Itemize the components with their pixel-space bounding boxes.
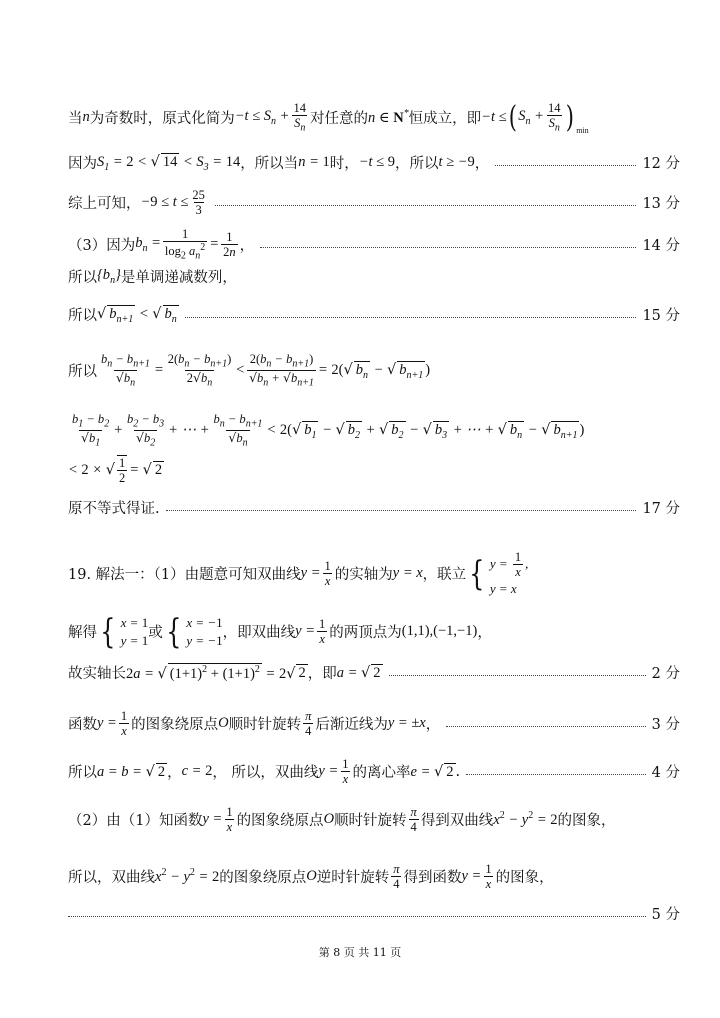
min-subscript: min <box>576 126 589 135</box>
text: 故实轴长 <box>68 666 126 682</box>
dot-leader <box>215 205 637 206</box>
score-label: 2 分 <box>651 666 680 682</box>
line-sqrt-compare: 所以 √ $b_{n+1}$ < √ $b_n$ 15 分 <box>68 305 680 325</box>
dot-leader <box>260 247 636 248</box>
text: ，即 <box>307 666 337 682</box>
text: 原不等式得证. <box>68 501 160 517</box>
text: 所以 <box>68 270 97 286</box>
line-q19: 19. 解法一：（1）由题意可知双曲线 y = $\frac{1}{x}$ 的实轴为 y = x ，联立 { y = $\frac{1}{x}$ , y = x <box>68 550 529 596</box>
line-axis-length: 故实轴长 2a = √ $(1+1)^2 + (1+1)^2 = 2√$ 2 ，即 a = √ 2 2 分 <box>68 663 680 682</box>
text: 顺时针旋转 <box>334 813 407 830</box>
line-summary: 综上可知， −9 ≤ t ≤ $\frac{25}{3}$ 13 分 <box>68 188 680 218</box>
text: 得到函数 <box>403 870 462 887</box>
dot-leader <box>389 675 646 676</box>
score-label: 15 分 <box>642 308 680 324</box>
text: （3）因为 <box>68 238 136 255</box>
text: 恒成立，即 <box>408 111 482 127</box>
text: 顺时针旋转 <box>228 717 302 734</box>
line-part2: （2）由（1）知函数 y = $\frac{1}{x}$ 的图象绕原点 O 顺时针旋转 $\frac{\pi}{4}$ 得到双曲线 $x^2 - y^2 = 2$ 的图象， <box>68 805 616 835</box>
line-proved <box>68 497 680 518</box>
text: ，即双曲线 <box>222 625 296 642</box>
line-because-s1: 因为 $S_1 = 2$ < √ $14 < S_3 = 14$ ，所以当 n = 1 时， −t ≤ 9 ，所以 t ≥ −9 ， 12 分 <box>68 153 680 173</box>
text: ， <box>425 717 441 734</box>
line-eccentricity: 所以 a = b = √ 2 ， c = 2 ， 所以，双曲线 y = $\frac{1}{x}$ 的离心率 e = √ 2 . 4 分 <box>68 757 680 787</box>
text: 后渐近线为 <box>315 717 388 734</box>
text: 时， <box>329 156 359 172</box>
score-label: 4 分 <box>651 765 680 782</box>
line-bound: < 2 × √ $\frac{1}{2}$ = √ 2 <box>68 456 163 486</box>
text: 或 <box>148 625 163 642</box>
text: 综上可知， <box>68 196 141 213</box>
line-odd-n: 当 n 为奇数时，原式化简为 $-t \le S_n$ + $\frac{14}{S_n}$ 对任意的 n ∈ N* 恒成立，即 −t ≤ ( $S_n$ + $\frac{14}{S_n}$ ) $_{min}$ <box>68 100 589 135</box>
text: 所以 <box>68 364 97 380</box>
dot-leader <box>68 916 646 917</box>
line-reverse: 所以，双曲线 $x^2 - y^2 = 2$ 的图象绕原点 O 逆时针旋转 $\frac{\pi}{4}$ 得到函数 y = $\frac{1}{x}$ 的图象， <box>68 862 554 892</box>
dot-leader <box>466 774 646 775</box>
text: ，所以当 <box>240 156 299 172</box>
dot-leader <box>185 317 637 318</box>
dot-leader <box>446 726 645 727</box>
text: ， 所以，双曲线 <box>212 765 319 782</box>
text: （2）由（1）知函数 <box>68 813 203 830</box>
line-rotate: 函数 y = $\frac{1}{x}$ 的图象绕原点 O 顺时针旋转 $\frac{\pi}{4}$ 后渐近线为 y = ±x ， 3 分 <box>68 709 680 739</box>
text: . <box>455 763 461 780</box>
text: 所以 <box>68 308 97 324</box>
score-label: 5 分 <box>651 907 680 923</box>
line-score-5 <box>68 903 680 924</box>
text: ，联立 <box>422 567 467 584</box>
score-label: 13 分 <box>642 196 680 213</box>
score-label: 3 分 <box>651 717 680 734</box>
text: 为奇数时，原式化简为 <box>89 111 235 127</box>
text: 的图象， <box>557 813 616 830</box>
line-inequality-term: 所以 $\frac{b_n - b_{n+1}}{√b_n}$ = $\frac{2(b_n - b_{n+1})}{2√b_n}$ < $\frac{2(b_n - b_{n+1})}{√b_n + √b_{n+1}}$ = 2(√ $b_n$ − √ $b_{n+1}$ ) <box>68 352 431 389</box>
text: ， <box>239 238 255 255</box>
line-decreasing: 所以 $\{b_n\}$ 是单调递减数列， <box>68 267 237 286</box>
text: 对任意的 <box>309 111 368 127</box>
text: 的离心率 <box>352 765 411 782</box>
text: 的图象绕原点 <box>236 813 324 830</box>
text: 逆时针旋转 <box>316 870 390 887</box>
text: 的实轴为 <box>334 567 393 584</box>
text: 因为 <box>68 156 97 172</box>
text: 所以，双曲线 <box>68 870 155 887</box>
text: 得到双曲线 <box>420 813 494 830</box>
text: 当 <box>68 111 83 127</box>
line-sum: $\frac{b_1 - b_2}{√b_1}$ + $\frac{b_2 - b_3}{√b_2}$ + ⋯ + $\frac{b_n - b_{n+1}}{√b_n}$ < 2(√ $b_1$ − √ $b_2$ + √ $b_2$ − √ $b_3$ + ⋯ + √ $b_n$ − √ $b_{n+1}$ ) <box>72 412 585 449</box>
text: 的图象绕原点 <box>219 870 307 887</box>
dot-leader <box>495 165 636 166</box>
score-label: 17 分 <box>642 501 680 517</box>
text: ， <box>167 765 182 782</box>
text: 是单调递减数列， <box>120 270 237 286</box>
text: 所以 <box>68 765 97 782</box>
line-solve: 解得 { x = 1 y = 1 或 { x = −1 y = −1 ，即双曲线 y = $\frac{1}{x}$ 的两顶点为 (1,1),(−1,−1) ， <box>68 611 492 652</box>
text: 的图象绕原点 <box>131 717 219 734</box>
score-label: 12 分 <box>642 156 680 172</box>
text: ， <box>477 625 492 642</box>
text: ，所以 <box>395 156 439 172</box>
text: ， <box>474 156 490 172</box>
text: 解得 <box>68 625 97 642</box>
dot-leader <box>166 510 637 511</box>
page-footer: 第 8 页 共 11 页 <box>318 946 402 959</box>
text: 19. 解法一：（1）由题意可知双曲线 <box>68 567 301 584</box>
score-label: 14 分 <box>642 238 680 255</box>
line-part3: （3）因为 $b_n$ = $\frac{1}{\log_2 a_n^2}$ = $\frac{1}{2n}$ ， 14 分 <box>68 227 680 263</box>
text: 函数 <box>68 717 97 734</box>
text: 的图象， <box>495 870 554 887</box>
text: 的两顶点为 <box>329 625 402 642</box>
